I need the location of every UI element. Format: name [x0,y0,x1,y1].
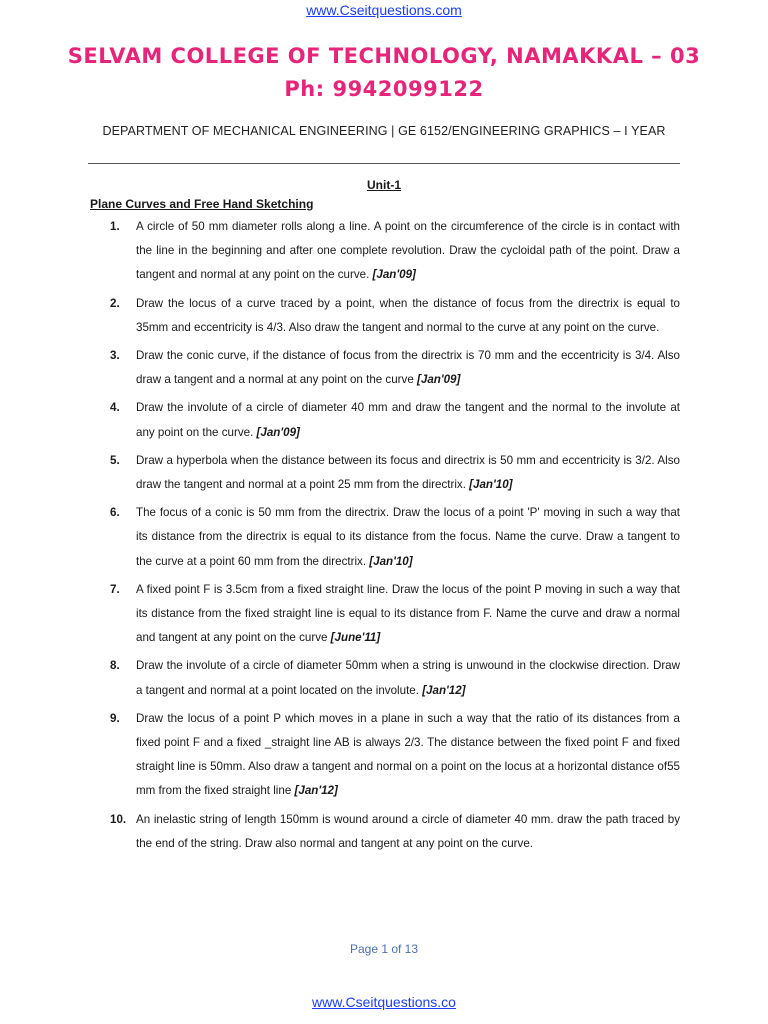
question-item [110,707,680,804]
question-item [110,578,680,651]
unit-title: Unit-1 [367,178,401,192]
question-number: 9. [110,711,120,725]
question-item [110,808,680,856]
question-text: Draw the locus of a point P which moves in a plane in such a way that the ratio of its distances from a fixed point F and a fixed _straight line AB is always 2/3. The distance between the fixed point F and fixed straight line is 50mm. Also draw a tangent and normal on a point on the locus at a horizontal distance of55 mm from the fixed straight line [136,711,680,798]
exam-date-tag: [Jan'12] [422,683,466,697]
college-phone: Ph: 9942099122 [284,77,484,101]
page-number: Page 1 of 13 [349,942,419,956]
question-text: Draw a hyperbola when the distance between its focus and directrix is 50 mm and eccentricity is 3/2. Also draw the tangent and normal at a point 25 mm from the directrix. [136,453,680,492]
department-line: DEPARTMENT OF MECHANICAL ENGINEERING | GE 6152/ENGINEERING GRAPHICS – I YEAR [102,124,666,138]
question-item [110,654,680,702]
question-number: 6. [110,506,120,520]
question-item [110,449,680,497]
question-number: 3. [110,349,120,363]
question-number: 2. [110,296,120,310]
question-text: Draw the conic curve, if the distance of focus from the directrix is 70 mm and the eccentricity is 3/4. Also draw a tangent and a normal at any point on the curve [136,349,680,387]
question-text: A fixed point F is 3.5cm from a fixed straight line. Draw the locus of the point P moving in such a way that its distance from the fixed straight line is equal to its distance from F. Name the curve and draw a normal and tangent at any point on the curve [136,582,680,645]
question-item [110,215,680,288]
question-item [110,396,680,444]
exam-date-tag: [Jan'09] [256,425,300,439]
exam-date-tag: [Jan'09] [417,373,461,387]
question-text: Draw the locus of a curve traced by a point, when the distance of focus from the directrix is equal to 35mm and eccentricity is 4/3. Also draw the tangent and normal to the curve at any point on the curve. [136,296,680,334]
question-number: 1. [110,220,120,233]
section-title: Plane Curves and Free Hand Sketching [90,197,314,211]
header-divider [88,163,680,164]
exam-date-tag: [Jan'10] [369,554,413,568]
question-number: 7. [110,582,120,596]
college-name: SELVAM COLLEGE OF TECHNOLOGY, NAMAKKAL – 03 [67,44,701,68]
question-number: 4. [110,401,120,415]
question-number: 5. [110,453,120,467]
question-number: 8. [110,659,120,673]
exam-date-tag: [June'11] [330,631,381,645]
question-list [110,215,680,860]
bottom-website-link[interactable]: www.Cseitquestions.co [312,994,456,1010]
question-text: A circle of 50 mm diameter rolls along a line. A point on the circumference of the circle is in contact with the line in the beginning and after one complete revolution. Draw the cycloidal path of the point. Draw a tangent and normal at any point on the curve. [136,220,680,282]
question-item [110,344,680,392]
exam-date-tag: [Jan'12] [294,784,338,798]
top-website-link[interactable]: www.Cseitquestions.com [306,2,462,18]
question-text: Draw the involute of a circle of diameter 50mm when a string is unwound in the clockwise direction. Draw a tangent and normal at a point located on the involute. [136,659,680,697]
question-text: The focus of a conic is 50 mm from the directrix. Draw the locus of a point 'P' moving in such a way that its distance from the directrix is equal to its distance from the focus. Name the curve. Draw a tangent to the curve at a point 60 mm from the directrix. [136,506,680,568]
question-number: 10. [110,812,127,826]
exam-date-tag: [Jan'09] [372,268,416,282]
question-item [110,292,680,340]
exam-date-tag: [Jan'10] [469,478,513,492]
question-item [110,501,680,574]
question-text: Draw the involute of a circle of diameter 40 mm and draw the tangent and the normal to the involute at any point on the curve. [136,401,680,439]
question-text: An inelastic string of length 150mm is wound around a circle of diameter 40 mm. draw the path traced by the end of the string. Draw also normal and tangent at any point on the curve. [136,812,680,850]
